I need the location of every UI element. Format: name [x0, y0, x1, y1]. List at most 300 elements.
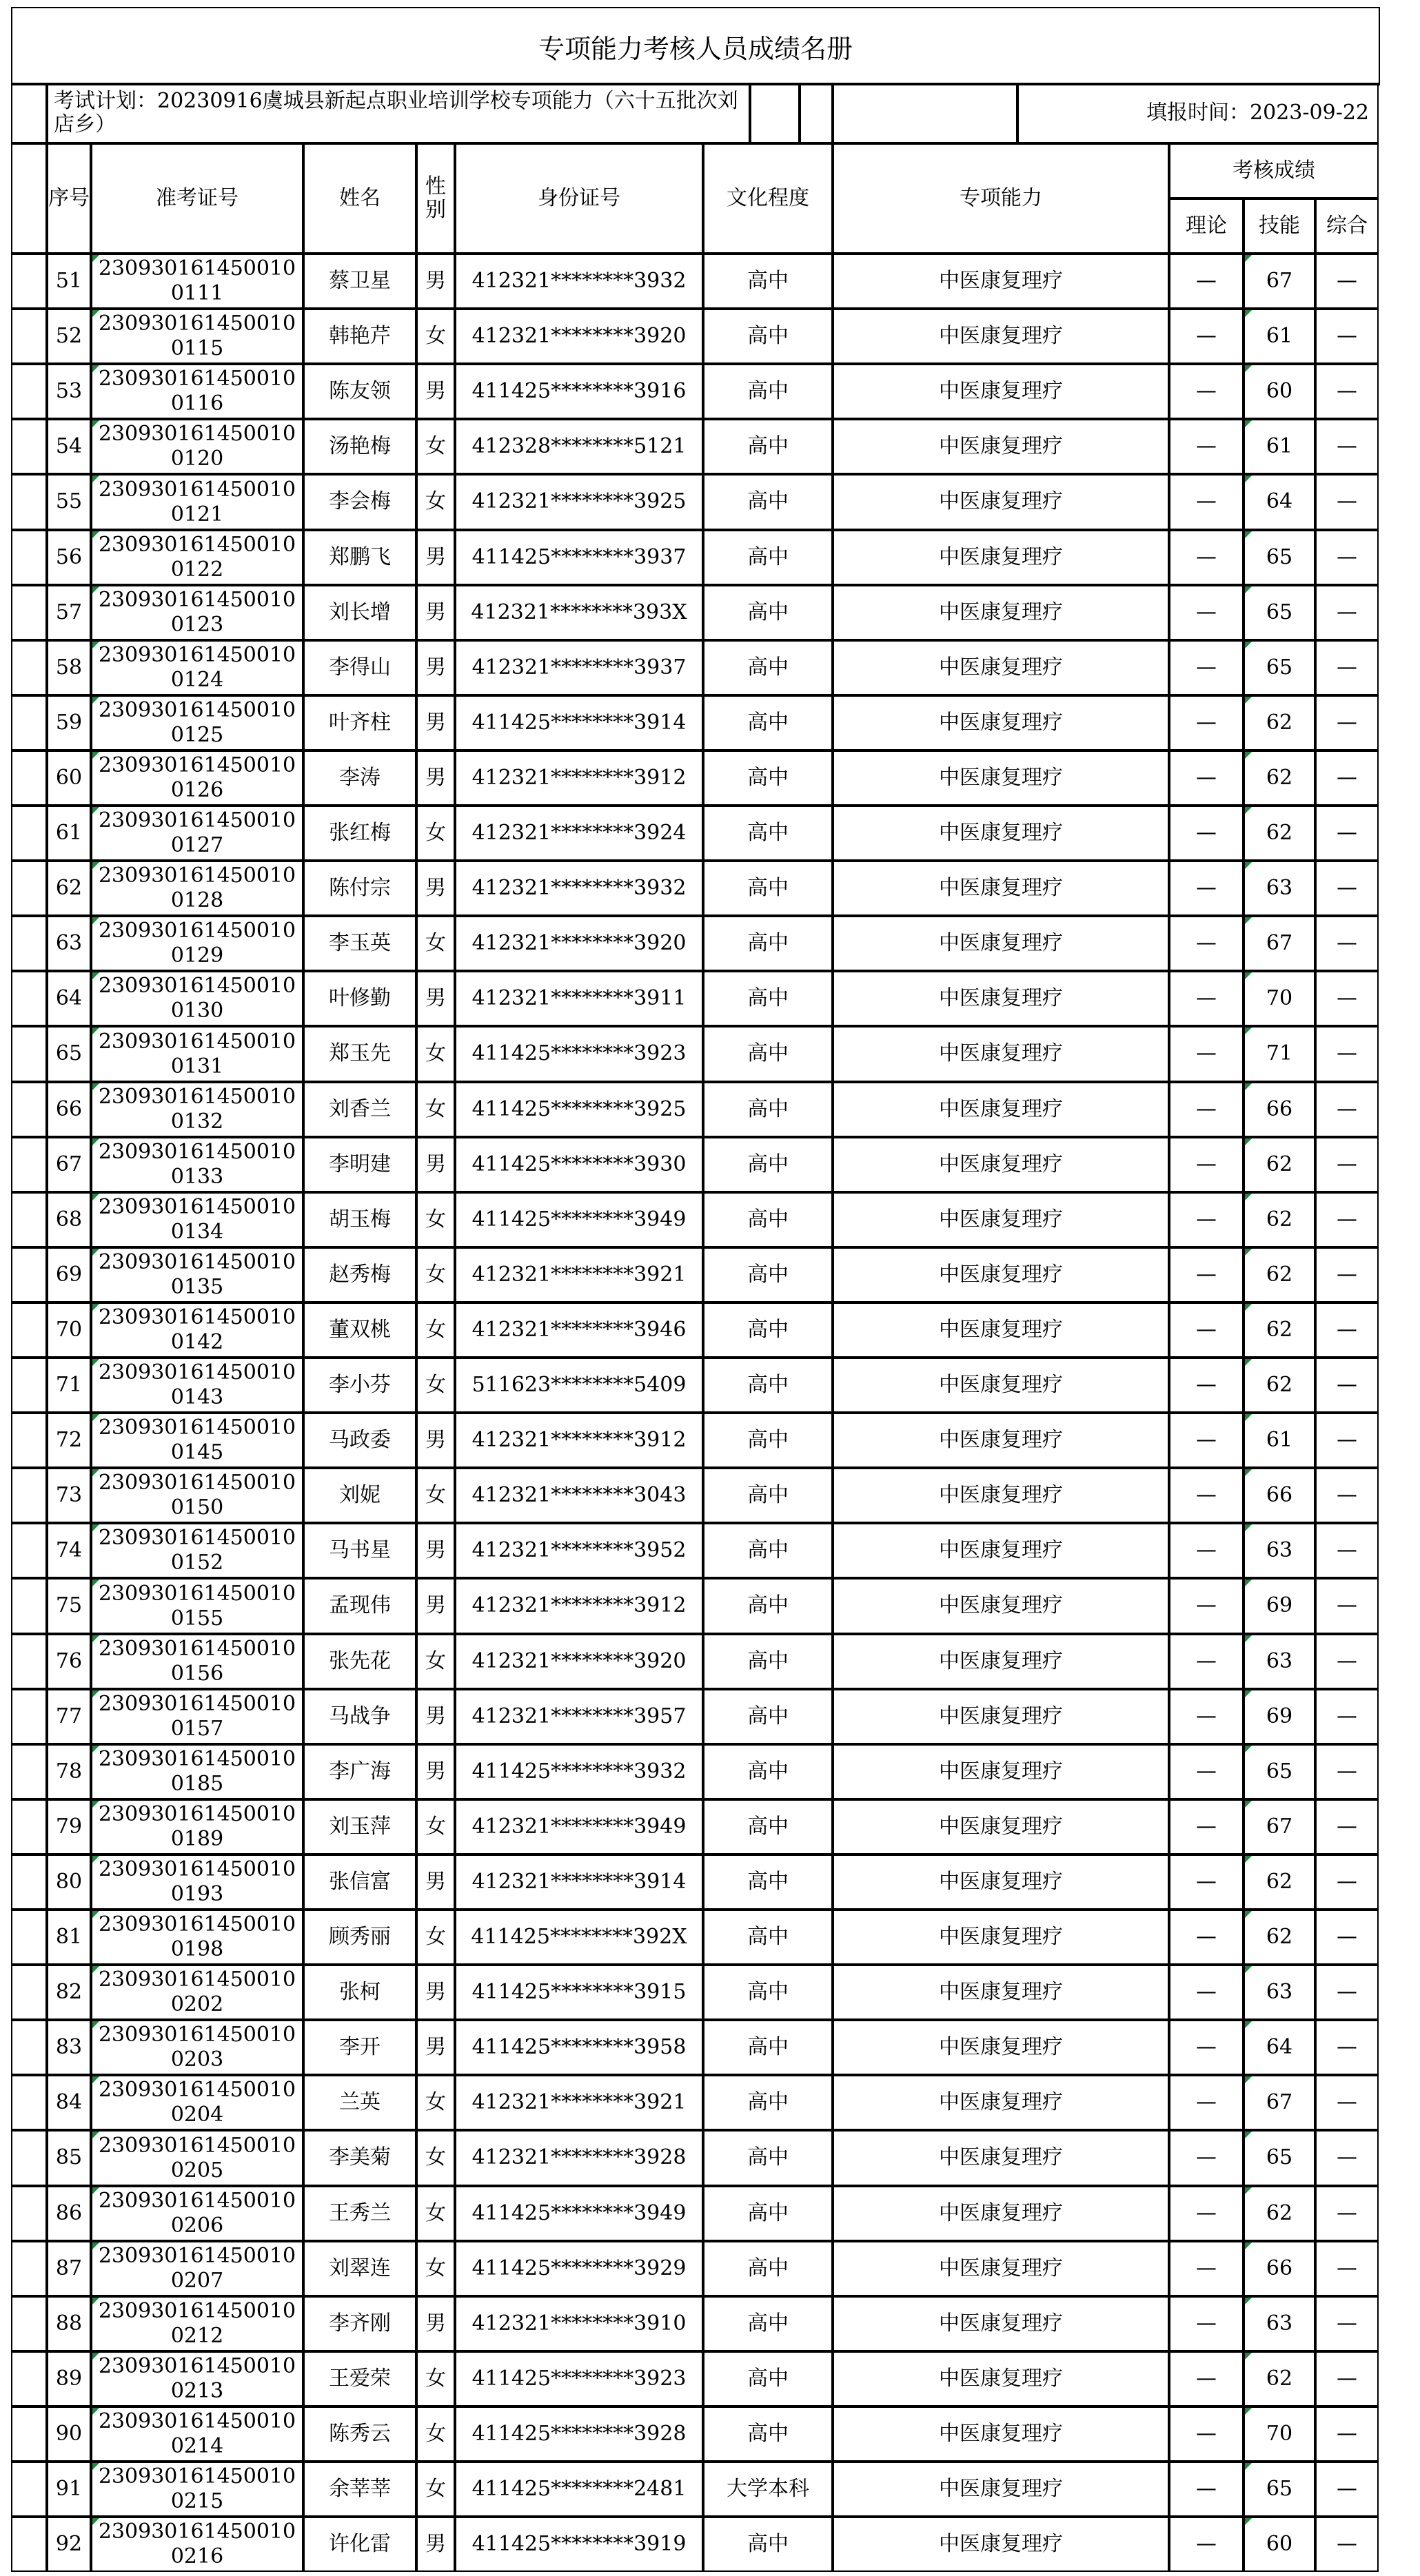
row-name-cell: 陈友领 — [303, 364, 416, 419]
row-zhunkao-cell: 2309301614500100126 — [91, 750, 303, 806]
row-skill-cell: 65 — [1244, 2130, 1315, 2186]
row-gender-cell: 男 — [416, 971, 455, 1026]
row-education-cell: 高中 — [703, 750, 833, 806]
row-skill-cell: 70 — [1244, 2406, 1315, 2462]
row-gender-cell: 女 — [416, 2186, 455, 2241]
row-education-cell: 高中 — [703, 1192, 833, 1247]
row-gutter-cell — [11, 1854, 47, 1910]
row-theory-cell: — — [1169, 1744, 1244, 1799]
row-name-cell: 余莘莘 — [303, 2462, 416, 2517]
row-theory-cell: — — [1169, 640, 1244, 695]
row-overall-cell: — — [1315, 916, 1379, 971]
row-name-cell: 孟现伟 — [303, 1578, 416, 1634]
row-gender-cell: 男 — [416, 695, 455, 750]
row-overall-cell: — — [1315, 1689, 1379, 1744]
row-seq-cell: 58 — [47, 640, 91, 695]
row-seq-cell: 90 — [47, 2406, 91, 2462]
row-gender-cell: 女 — [416, 1247, 455, 1302]
row-theory-cell: — — [1169, 364, 1244, 419]
row-ability-cell: 中医康复理疗 — [833, 971, 1169, 1026]
row-overall-cell: — — [1315, 1744, 1379, 1799]
row-seq-cell: 65 — [47, 1026, 91, 1082]
row-gutter-cell — [11, 1413, 47, 1468]
cell-marker-icon — [1245, 1856, 1252, 1863]
row-gutter-cell — [11, 1799, 47, 1854]
row-name-cell: 李会梅 — [303, 474, 416, 530]
row-zhunkao-cell: 2309301614500100202 — [91, 1965, 303, 2020]
cell-marker-icon — [92, 917, 99, 924]
row-overall-cell: — — [1315, 695, 1379, 750]
row-zhunkao-cell: 2309301614500100204 — [91, 2075, 303, 2130]
row-idcard-cell: 412321********3920 — [455, 1634, 703, 1689]
row-theory-cell: — — [1169, 2406, 1244, 2462]
row-gutter-cell — [11, 1137, 47, 1192]
row-zhunkao-cell: 2309301614500100134 — [91, 1192, 303, 1247]
sheet-title: 专项能力考核人员成绩名册 — [11, 7, 1380, 85]
row-seq-cell: 74 — [47, 1523, 91, 1578]
cell-marker-icon — [1245, 2298, 1252, 2304]
row-zhunkao-cell: 2309301614500100125 — [91, 695, 303, 750]
cell-marker-icon — [1245, 1746, 1252, 1752]
row-skill-cell: 61 — [1244, 419, 1315, 474]
row-gutter-cell — [11, 2075, 47, 2130]
row-education-cell: 高中 — [703, 585, 833, 640]
row-idcard-cell: 412321********3910 — [455, 2296, 703, 2351]
row-skill-cell: 62 — [1244, 1247, 1315, 1302]
row-overall-cell: — — [1315, 2241, 1379, 2296]
row-gutter-cell — [11, 1247, 47, 1302]
row-theory-cell: — — [1169, 695, 1244, 750]
row-gutter-cell — [11, 2296, 47, 2351]
row-education-cell: 高中 — [703, 2296, 833, 2351]
row-gutter-cell — [11, 364, 47, 419]
row-idcard-cell: 411425********3916 — [455, 364, 703, 419]
row-zhunkao-cell: 2309301614500100213 — [91, 2351, 303, 2406]
row-skill-cell: 63 — [1244, 1965, 1315, 2020]
cell-marker-icon — [92, 1249, 99, 1256]
row-seq-cell: 62 — [47, 861, 91, 916]
row-name-cell: 李玉英 — [303, 916, 416, 971]
row-gender-cell: 女 — [416, 1634, 455, 1689]
row-idcard-cell: 511623********5409 — [455, 1358, 703, 1413]
row-education-cell: 高中 — [703, 1247, 833, 1302]
cell-marker-icon — [1245, 2242, 1252, 2249]
row-overall-cell: — — [1315, 806, 1379, 861]
header-name: 姓名 — [303, 143, 416, 254]
row-idcard-cell: 412321********3914 — [455, 1854, 703, 1910]
row-zhunkao-cell: 2309301614500100198 — [91, 1910, 303, 1965]
row-zhunkao-cell: 2309301614500100123 — [91, 585, 303, 640]
header-overall: 综合 — [1315, 198, 1379, 254]
row-name-cell: 李齐刚 — [303, 2296, 416, 2351]
row-seq-cell: 78 — [47, 1744, 91, 1799]
cell-marker-icon — [1245, 972, 1252, 979]
row-ability-cell: 中医康复理疗 — [833, 1026, 1169, 1082]
row-overall-cell: — — [1315, 2075, 1379, 2130]
cell-marker-icon — [1245, 2021, 1252, 2028]
row-seq-cell: 68 — [47, 1192, 91, 1247]
row-theory-cell: — — [1169, 1358, 1244, 1413]
row-theory-cell: — — [1169, 971, 1244, 1026]
row-ability-cell: 中医康复理疗 — [833, 2241, 1169, 2296]
row-gutter-cell — [11, 2351, 47, 2406]
cell-marker-icon — [92, 2021, 99, 2028]
row-zhunkao-cell: 2309301614500100185 — [91, 1744, 303, 1799]
score-roster-sheet — [11, 7, 1379, 2572]
row-education-cell: 高中 — [703, 806, 833, 861]
row-ability-cell: 中医康复理疗 — [833, 1578, 1169, 1634]
row-ability-cell: 中医康复理疗 — [833, 2517, 1169, 2572]
cell-marker-icon — [1245, 642, 1252, 648]
row-name-cell: 李美菊 — [303, 2130, 416, 2186]
cell-marker-icon — [92, 1194, 99, 1200]
row-theory-cell: — — [1169, 1578, 1244, 1634]
row-idcard-cell: 411425********3915 — [455, 1965, 703, 2020]
row-skill-cell: 62 — [1244, 806, 1315, 861]
row-overall-cell: — — [1315, 585, 1379, 640]
cell-marker-icon — [1245, 1690, 1252, 1697]
row-seq-cell: 66 — [47, 1082, 91, 1137]
row-theory-cell: — — [1169, 750, 1244, 806]
plan-blank-cell-3 — [833, 83, 1017, 143]
row-gutter-cell — [11, 1578, 47, 1634]
row-education-cell: 高中 — [703, 1302, 833, 1358]
cell-marker-icon — [1245, 365, 1252, 372]
cell-marker-icon — [1245, 2518, 1252, 2525]
row-overall-cell: — — [1315, 640, 1379, 695]
row-idcard-cell: 411425********3919 — [455, 2517, 703, 2572]
row-theory-cell: — — [1169, 1689, 1244, 1744]
row-theory-cell: — — [1169, 1026, 1244, 1082]
row-seq-cell: 70 — [47, 1302, 91, 1358]
row-gender-cell: 女 — [416, 916, 455, 971]
row-name-cell: 马政委 — [303, 1413, 416, 1468]
row-gender-cell: 女 — [416, 1910, 455, 1965]
row-zhunkao-cell: 2309301614500100157 — [91, 1689, 303, 1744]
cell-marker-icon — [92, 2518, 99, 2525]
cell-marker-icon — [92, 1138, 99, 1145]
row-name-cell: 陈秀云 — [303, 2406, 416, 2462]
row-seq-cell: 63 — [47, 916, 91, 971]
row-gender-cell: 男 — [416, 750, 455, 806]
row-gutter-cell — [11, 1468, 47, 1523]
row-seq-cell: 72 — [47, 1413, 91, 1468]
row-name-cell: 张先花 — [303, 1634, 416, 1689]
row-name-cell: 王秀兰 — [303, 2186, 416, 2241]
row-ability-cell: 中医康复理疗 — [833, 1965, 1169, 2020]
row-name-cell: 胡玉梅 — [303, 1192, 416, 1247]
row-skill-cell: 66 — [1244, 1468, 1315, 1523]
row-education-cell: 高中 — [703, 1026, 833, 1082]
row-ability-cell: 中医康复理疗 — [833, 1689, 1169, 1744]
row-skill-cell: 67 — [1244, 1799, 1315, 1854]
cell-marker-icon — [1245, 752, 1252, 759]
row-education-cell: 高中 — [703, 1689, 833, 1744]
row-ability-cell: 中医康复理疗 — [833, 695, 1169, 750]
cell-marker-icon — [92, 586, 99, 593]
row-theory-cell: — — [1169, 254, 1244, 309]
row-seq-cell: 89 — [47, 2351, 91, 2406]
row-theory-cell: — — [1169, 1854, 1244, 1910]
row-seq-cell: 69 — [47, 1247, 91, 1302]
cell-marker-icon — [92, 1304, 99, 1311]
row-gutter-cell — [11, 971, 47, 1026]
row-ability-cell: 中医康复理疗 — [833, 1910, 1169, 1965]
header-idcard: 身份证号 — [455, 143, 703, 254]
row-skill-cell: 61 — [1244, 309, 1315, 364]
row-theory-cell: — — [1169, 1302, 1244, 1358]
cell-marker-icon — [1245, 1580, 1252, 1586]
row-skill-cell: 69 — [1244, 1578, 1315, 1634]
row-name-cell: 韩艳芹 — [303, 309, 416, 364]
cell-marker-icon — [92, 2408, 99, 2415]
cell-marker-icon — [92, 697, 99, 704]
row-idcard-cell: 411425********3949 — [455, 2186, 703, 2241]
row-zhunkao-cell: 2309301614500100206 — [91, 2186, 303, 2241]
row-zhunkao-cell: 2309301614500100122 — [91, 530, 303, 585]
cell-marker-icon — [92, 972, 99, 979]
row-name-cell: 郑鹏飞 — [303, 530, 416, 585]
row-name-cell: 李开 — [303, 2020, 416, 2075]
row-idcard-cell: 411425********3930 — [455, 1137, 703, 1192]
row-gutter-cell — [11, 1523, 47, 1578]
row-theory-cell: — — [1169, 806, 1244, 861]
row-overall-cell: — — [1315, 1358, 1379, 1413]
row-gutter-cell — [11, 1744, 47, 1799]
row-skill-cell: 60 — [1244, 364, 1315, 419]
row-gutter-cell — [11, 1689, 47, 1744]
row-zhunkao-cell: 2309301614500100116 — [91, 364, 303, 419]
cell-marker-icon — [92, 1911, 99, 1918]
row-education-cell: 高中 — [703, 2130, 833, 2186]
exam-plan-text: 考试计划：20230916虞城县新起点职业培训学校专项能力（六十五批次刘店乡） — [47, 83, 750, 143]
header-gender: 性别 — [416, 143, 455, 254]
row-seq-cell: 75 — [47, 1578, 91, 1634]
row-ability-cell: 中医康复理疗 — [833, 861, 1169, 916]
row-idcard-cell: 412321********3928 — [455, 2130, 703, 2186]
row-skill-cell: 62 — [1244, 2186, 1315, 2241]
row-idcard-cell: 412321********3912 — [455, 1578, 703, 1634]
row-overall-cell: — — [1315, 2517, 1379, 2572]
row-ability-cell: 中医康复理疗 — [833, 1413, 1169, 1468]
row-education-cell: 高中 — [703, 1413, 833, 1468]
cell-marker-icon — [1245, 1469, 1252, 1476]
row-skill-cell: 62 — [1244, 750, 1315, 806]
row-seq-cell: 81 — [47, 1910, 91, 1965]
row-overall-cell: — — [1315, 2020, 1379, 2075]
row-idcard-cell: 411425********3923 — [455, 2351, 703, 2406]
row-gutter-cell — [11, 2241, 47, 2296]
row-skill-cell: 63 — [1244, 2296, 1315, 2351]
row-education-cell: 高中 — [703, 861, 833, 916]
cell-marker-icon — [92, 2463, 99, 2470]
row-gender-cell: 男 — [416, 1744, 455, 1799]
row-ability-cell: 中医康复理疗 — [833, 640, 1169, 695]
row-skill-cell: 65 — [1244, 585, 1315, 640]
row-theory-cell: — — [1169, 530, 1244, 585]
row-seq-cell: 82 — [47, 1965, 91, 2020]
row-overall-cell: — — [1315, 1910, 1379, 1965]
cell-marker-icon — [92, 1856, 99, 1863]
row-gender-cell: 女 — [416, 1192, 455, 1247]
row-seq-cell: 55 — [47, 474, 91, 530]
row-ability-cell: 中医康复理疗 — [833, 1854, 1169, 1910]
row-education-cell: 高中 — [703, 1744, 833, 1799]
row-seq-cell: 56 — [47, 530, 91, 585]
row-zhunkao-cell: 2309301614500100156 — [91, 1634, 303, 1689]
row-name-cell: 叶齐柱 — [303, 695, 416, 750]
row-theory-cell: — — [1169, 2517, 1244, 2572]
row-theory-cell: — — [1169, 1965, 1244, 2020]
row-overall-cell: — — [1315, 419, 1379, 474]
row-overall-cell: — — [1315, 2462, 1379, 2517]
row-skill-cell: 63 — [1244, 1523, 1315, 1578]
cell-marker-icon — [92, 1359, 99, 1366]
cell-marker-icon — [1245, 1194, 1252, 1200]
row-skill-cell: 65 — [1244, 530, 1315, 585]
row-gender-cell: 男 — [416, 530, 455, 585]
row-education-cell: 高中 — [703, 1799, 833, 1854]
cell-marker-icon — [1245, 862, 1252, 869]
row-ability-cell: 中医康复理疗 — [833, 419, 1169, 474]
row-idcard-cell: 412321********3912 — [455, 1413, 703, 1468]
row-gutter-cell — [11, 1082, 47, 1137]
row-gutter-cell — [11, 750, 47, 806]
cell-marker-icon — [1245, 1249, 1252, 1256]
row-overall-cell: — — [1315, 971, 1379, 1026]
row-seq-cell: 54 — [47, 419, 91, 474]
plan-gutter-cell — [11, 83, 47, 143]
row-skill-cell: 60 — [1244, 2517, 1315, 2572]
row-zhunkao-cell: 2309301614500100120 — [91, 419, 303, 474]
row-seq-cell: 57 — [47, 585, 91, 640]
cell-marker-icon — [92, 1469, 99, 1476]
row-overall-cell: — — [1315, 1302, 1379, 1358]
row-zhunkao-cell: 2309301614500100127 — [91, 806, 303, 861]
row-ability-cell: 中医康复理疗 — [833, 1799, 1169, 1854]
cell-marker-icon — [92, 420, 99, 427]
row-overall-cell: — — [1315, 2130, 1379, 2186]
row-seq-cell: 84 — [47, 2075, 91, 2130]
row-ability-cell: 中医康复理疗 — [833, 1247, 1169, 1302]
row-idcard-cell: 411425********3932 — [455, 1744, 703, 1799]
header-ability: 专项能力 — [833, 143, 1169, 254]
row-overall-cell: — — [1315, 530, 1379, 585]
row-ability-cell: 中医康复理疗 — [833, 2186, 1169, 2241]
row-skill-cell: 71 — [1244, 1026, 1315, 1082]
cell-marker-icon — [1245, 697, 1252, 704]
row-theory-cell: — — [1169, 916, 1244, 971]
row-ability-cell: 中医康复理疗 — [833, 2130, 1169, 2186]
cell-marker-icon — [1245, 2076, 1252, 2083]
row-name-cell: 叶修勤 — [303, 971, 416, 1026]
row-gender-cell: 女 — [416, 1302, 455, 1358]
row-seq-cell: 60 — [47, 750, 91, 806]
row-overall-cell: — — [1315, 1523, 1379, 1578]
cell-marker-icon — [92, 1028, 99, 1034]
row-ability-cell: 中医康复理疗 — [833, 1468, 1169, 1523]
row-gender-cell: 男 — [416, 585, 455, 640]
row-seq-cell: 91 — [47, 2462, 91, 2517]
row-gutter-cell — [11, 861, 47, 916]
row-skill-cell: 67 — [1244, 916, 1315, 971]
row-idcard-cell: 412321********3946 — [455, 1302, 703, 1358]
row-gutter-cell — [11, 695, 47, 750]
row-gender-cell: 女 — [416, 1082, 455, 1137]
plan-blank-cell-2 — [800, 83, 833, 143]
row-idcard-cell: 412321********3043 — [455, 1468, 703, 1523]
row-idcard-cell: 412321********3949 — [455, 1799, 703, 1854]
row-theory-cell: — — [1169, 2020, 1244, 2075]
row-seq-cell: 86 — [47, 2186, 91, 2241]
row-gender-cell: 男 — [416, 1689, 455, 1744]
row-name-cell: 刘香兰 — [303, 1082, 416, 1137]
cell-marker-icon — [1245, 917, 1252, 924]
row-skill-cell: 63 — [1244, 861, 1315, 916]
row-idcard-cell: 412321********3932 — [455, 861, 703, 916]
row-idcard-cell: 411425********3928 — [455, 2406, 703, 2462]
row-gender-cell: 女 — [416, 2351, 455, 2406]
row-name-cell: 张红梅 — [303, 806, 416, 861]
row-gender-cell: 男 — [416, 364, 455, 419]
row-name-cell: 汤艳梅 — [303, 419, 416, 474]
row-ability-cell: 中医康复理疗 — [833, 2462, 1169, 2517]
row-education-cell: 高中 — [703, 1854, 833, 1910]
row-overall-cell: — — [1315, 1468, 1379, 1523]
row-gutter-cell — [11, 309, 47, 364]
row-name-cell: 陈付宗 — [303, 861, 416, 916]
cell-marker-icon — [92, 1524, 99, 1531]
row-skill-cell: 64 — [1244, 474, 1315, 530]
row-gutter-cell — [11, 1910, 47, 1965]
row-education-cell: 高中 — [703, 916, 833, 971]
cell-marker-icon — [92, 2353, 99, 2360]
row-skill-cell: 70 — [1244, 971, 1315, 1026]
cell-marker-icon — [1245, 1359, 1252, 1366]
row-gutter-cell — [11, 2186, 47, 2241]
row-education-cell: 高中 — [703, 640, 833, 695]
row-zhunkao-cell: 2309301614500100131 — [91, 1026, 303, 1082]
header-skill: 技能 — [1244, 198, 1315, 254]
row-idcard-cell: 412321********3952 — [455, 1523, 703, 1578]
row-name-cell: 王爱荣 — [303, 2351, 416, 2406]
row-name-cell: 张柯 — [303, 1965, 416, 2020]
row-gutter-cell — [11, 916, 47, 971]
row-zhunkao-cell: 2309301614500100145 — [91, 1413, 303, 1468]
header-score-group: 考核成绩 — [1169, 143, 1379, 198]
cell-marker-icon — [92, 476, 99, 482]
row-gutter-cell — [11, 1026, 47, 1082]
plan-blank-cell-1 — [750, 83, 800, 143]
row-ability-cell: 中医康复理疗 — [833, 474, 1169, 530]
row-overall-cell: — — [1315, 364, 1379, 419]
row-gender-cell: 男 — [416, 1413, 455, 1468]
row-gutter-cell — [11, 2517, 47, 2572]
cell-marker-icon — [1245, 1414, 1252, 1421]
cell-marker-icon — [1245, 1304, 1252, 1311]
row-overall-cell: — — [1315, 309, 1379, 364]
cell-marker-icon — [92, 642, 99, 648]
row-gutter-cell — [11, 640, 47, 695]
row-education-cell: 高中 — [703, 2075, 833, 2130]
row-skill-cell: 66 — [1244, 2241, 1315, 2296]
row-skill-cell: 65 — [1244, 1744, 1315, 1799]
row-theory-cell: — — [1169, 309, 1244, 364]
row-gender-cell: 女 — [416, 1799, 455, 1854]
row-gender-cell: 男 — [416, 2296, 455, 2351]
row-overall-cell: — — [1315, 1247, 1379, 1302]
cell-marker-icon — [92, 2076, 99, 2083]
